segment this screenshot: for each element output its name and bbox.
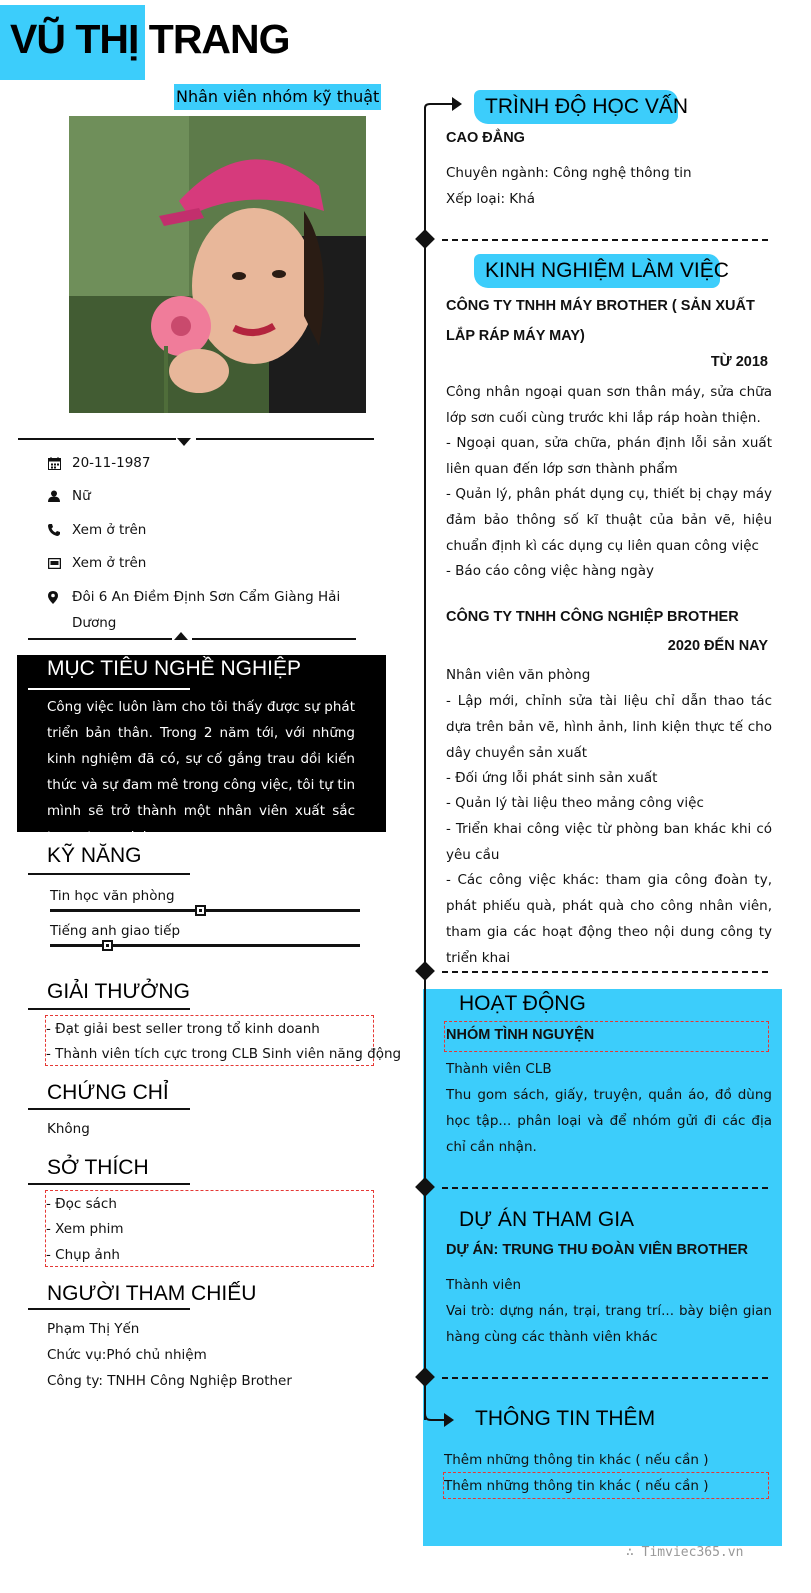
info-email xyxy=(48,550,342,576)
skill-level-marker xyxy=(195,905,206,916)
phone-icon xyxy=(48,517,72,543)
hobbies-title: SỞ THÍCH xyxy=(47,1156,149,1179)
user-icon xyxy=(48,483,72,509)
timeline-node xyxy=(415,961,435,981)
divider xyxy=(196,438,374,440)
certificates-title: CHỨNG CHỈ xyxy=(47,1081,169,1104)
certificates-underline xyxy=(28,1108,190,1110)
section-separator xyxy=(442,239,768,241)
objective-title: MỤC TIÊU NGHỀ NGHIỆP xyxy=(47,657,301,680)
divider-arrow-icon xyxy=(177,438,191,446)
list-item: - Đọc sách xyxy=(46,1196,117,1212)
profile-photo xyxy=(69,116,366,413)
job-description-line: - Các công việc khác: tham gia công đoàn ty, phát phiếu quà, phát quà cho công nhân viên, tham gia các hoạt động theo nội dung công ty triển khai xyxy=(446,872,772,966)
location-icon xyxy=(48,584,72,610)
activities-title: HOẠT ĐỘNG xyxy=(459,992,586,1015)
section-separator xyxy=(442,1187,768,1189)
skill-level-marker xyxy=(102,940,113,951)
info-address xyxy=(48,584,342,636)
education-title: TRÌNH ĐỘ HỌC VẤN xyxy=(485,95,689,118)
project-name: DỰ ÁN: TRUNG THU ĐOÀN VIÊN BROTHER xyxy=(446,1242,749,1258)
awards-list xyxy=(45,1015,402,1066)
references-title: NGƯỜI THAM CHIẾU xyxy=(47,1282,257,1305)
job-description-line: - Quản lý tài liệu theo mảng công việc xyxy=(446,795,704,811)
awards-title: GIẢI THƯỞNG xyxy=(47,980,190,1003)
timeline-node xyxy=(415,229,435,249)
email-icon xyxy=(48,550,72,576)
hobbies-underline xyxy=(28,1183,190,1185)
company-name: CÔNG TY TNHH CÔNG NGHIỆP BROTHER xyxy=(446,609,739,625)
skills-underline xyxy=(28,873,190,875)
phone-value: Xem ở trên xyxy=(72,522,147,538)
job-description-line: - Báo cáo công việc hàng ngày xyxy=(446,563,654,579)
skills-title: KỸ NĂNG xyxy=(47,844,142,867)
certificates-value: Không xyxy=(47,1121,90,1137)
references-underline xyxy=(28,1308,190,1310)
education-degree: CAO ĐẲNG xyxy=(446,130,525,146)
objective-text: Công việc luôn làm cho tôi thấy được sự phát triển bản thân. Trong 2 năm tới, với những kinh nghiệm đã có, sự cố gắng trau dồi kiến thức và sự đam mê trong công việc, tôi tự tin mình sẽ trở thành một nhân viên xuất sắc trong tương lai. xyxy=(47,699,355,845)
section-separator xyxy=(442,1377,768,1379)
candidate-name: VŨ THỊ TRANG xyxy=(10,16,290,62)
list-item: - Xem phim xyxy=(46,1221,124,1237)
project-role: Thành viên xyxy=(446,1277,522,1293)
watermark: ∴ Timviec365.vn xyxy=(626,1545,744,1560)
list-item: - Đạt giải best seller trong tổ kinh doanh xyxy=(46,1021,320,1037)
address-value: Đôi 6 An Điềm Định Sơn Cẩm Giàng Hải Dương xyxy=(72,589,341,631)
info-birthday xyxy=(48,450,342,476)
hobbies-list xyxy=(45,1190,374,1267)
skill-name: Tin học văn phòng xyxy=(50,888,175,904)
job-description-line: - Quản lý, phân phát dụng cụ, thiết bị chạy máy đảm bảo thông số kĩ thuật của bản vẽ, hiệu chuẩn định kì các dụng cụ liên quan công việc xyxy=(446,486,772,554)
section-separator xyxy=(442,971,768,973)
divider xyxy=(18,438,176,440)
info-phone xyxy=(48,517,342,543)
additional-line: Thêm những thông tin khác ( nếu cần ) xyxy=(444,1478,709,1494)
email-value: Xem ở trên xyxy=(72,555,147,571)
birthday-value: 20-11-1987 xyxy=(72,455,151,471)
job-period: TỪ 2018 xyxy=(710,354,768,370)
company-name: CÔNG TY TNHH MÁY BROTHER ( SẢN XUẤT LẮP RÁP MÁY MAY) xyxy=(446,298,755,344)
additional-line: Thêm những thông tin khác ( nếu cần ) xyxy=(444,1452,709,1468)
education-major: Chuyên ngành: Công nghệ thông tin xyxy=(446,165,692,181)
calendar-icon xyxy=(48,450,72,476)
experience-title: KINH NGHIỆM LÀM VIỆC xyxy=(485,259,729,282)
reference-line: Phạm Thị Yến xyxy=(47,1321,140,1337)
job-description-line: - Lập mới, chỉnh sửa tài liệu chỉ dẫn thao tác dựa trên bản vẽ, hình ảnh, linh kiện thực tế cho dây chuyền sản xuất xyxy=(446,693,772,761)
job-description-line: Nhân viên văn phòng xyxy=(446,667,591,683)
timeline-end-arrow-icon xyxy=(424,1406,456,1430)
skill-name: Tiếng anh giao tiếp xyxy=(50,923,181,939)
objective-underline xyxy=(28,688,190,690)
timeline-start-arrow-icon xyxy=(424,96,464,118)
info-gender xyxy=(48,483,342,509)
skill-bar xyxy=(50,944,360,947)
project-description: Vai trò: dựng nán, trại, trang trí... bày biện gian hàng cùng các thành viên khác xyxy=(446,1303,772,1345)
list-item: - Chụp ảnh xyxy=(46,1247,120,1263)
job-description-line: - Triển khai công việc từ phòng ban khác khi có yêu cầu xyxy=(446,821,772,863)
list-item: - Thành viên tích cực trong CLB Sinh viên năng động xyxy=(46,1046,402,1062)
divider xyxy=(192,638,356,640)
job-description-line: Công nhân ngoại quan sơn thân máy, sửa chữa lớp sơn cuối cùng trước khi lắp ráp hoàn thiện. xyxy=(446,384,772,426)
reference-line: Công ty: TNHH Công Nghiệp Brother xyxy=(47,1373,292,1389)
job-period: 2020 ĐẾN NAY xyxy=(667,638,768,654)
activity-org: NHÓM TÌNH NGUYỆN xyxy=(446,1027,595,1043)
additional-title: THÔNG TIN THÊM xyxy=(475,1407,656,1430)
activity-description: Thu gom sách, giấy, truyện, quần áo, đồ dùng học tập... phân loại và để nhóm gửi đi các địa chỉ cần nhận. xyxy=(446,1087,772,1155)
reference-line: Chức vụ:Phó chủ nhiệm xyxy=(47,1347,207,1363)
divider-arrow-icon xyxy=(174,632,188,640)
divider xyxy=(28,638,172,640)
additional-line-box xyxy=(443,1472,769,1499)
timeline-line xyxy=(424,108,426,1420)
job-title: Nhân viên nhóm kỹ thuật xyxy=(174,84,381,110)
projects-title: DỰ ÁN THAM GIA xyxy=(459,1208,635,1231)
education-grade: Xếp loại: Khá xyxy=(446,191,535,207)
job-description-line: - Đối ứng lỗi phát sinh sản xuất xyxy=(446,770,658,786)
awards-underline xyxy=(28,1008,190,1010)
gender-value: Nữ xyxy=(72,488,91,504)
activity-role: Thành viên CLB xyxy=(446,1061,552,1077)
job-description-line: - Ngoại quan, sửa chữa, phán định lỗi sản xuất liên quan đến lớp sơn thành phẩm xyxy=(446,435,772,477)
activity-org-box xyxy=(444,1021,769,1052)
